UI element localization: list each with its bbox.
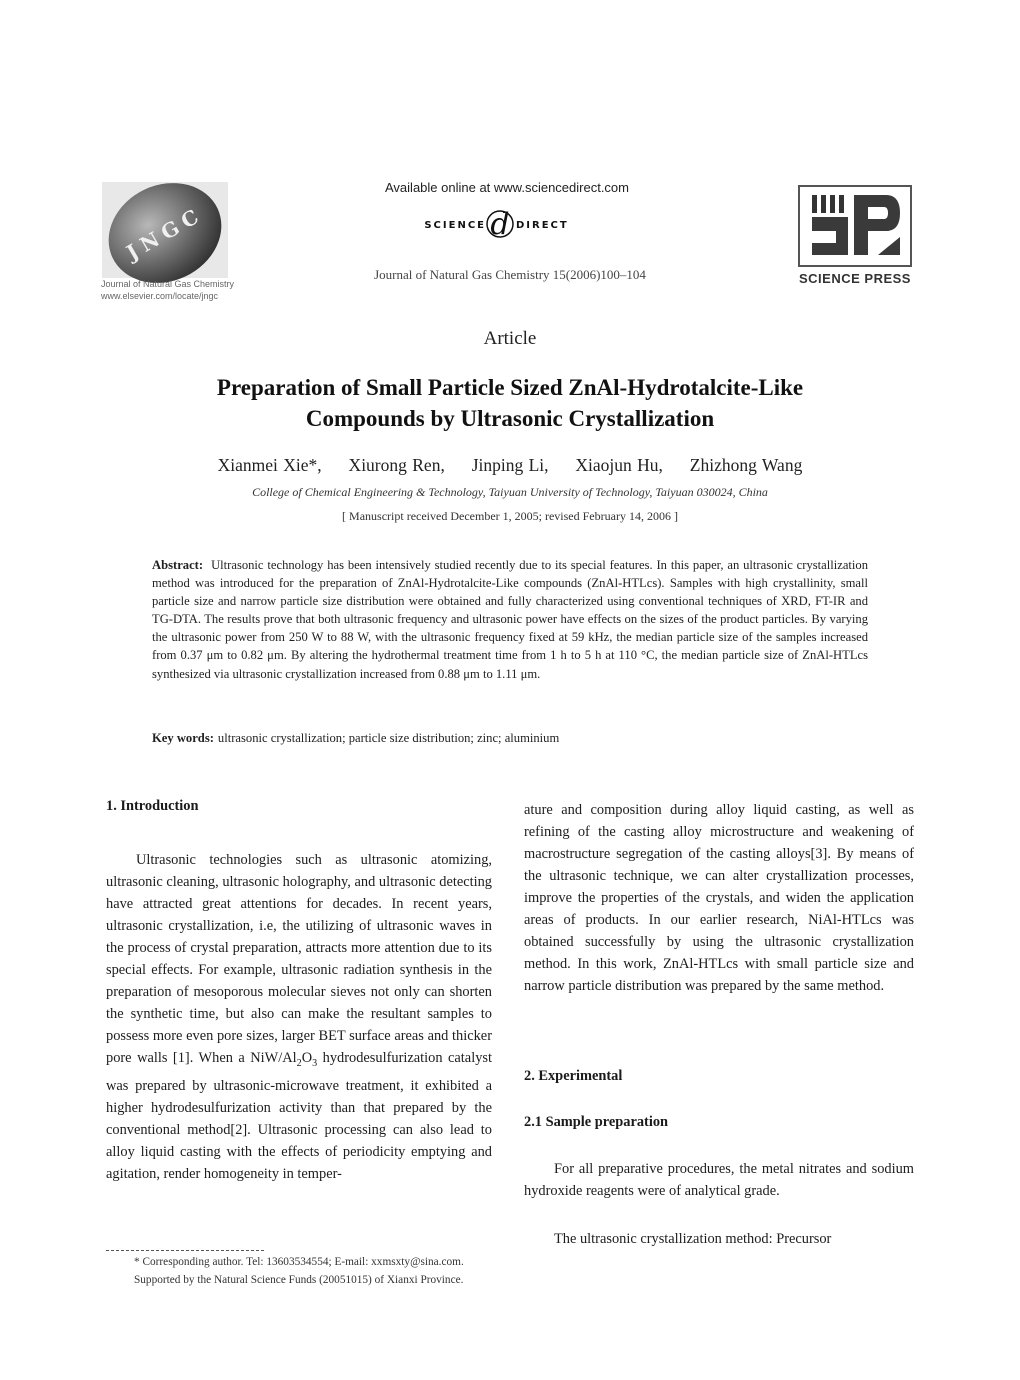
keywords — [152, 731, 868, 746]
keywords-label: Key words: — [152, 731, 214, 745]
intro-text-part-a: Ultrasonic technologies such as ultrasonic atomizing, ultrasonic cleaning, ultrasonic holography, and ultrasonic detecting have attracted great attentions for decades. In recent years, ultrasonic crystallization, i.e, the utilizing of ultrasonic waves in the process of crystal preparation, attracts more attention due to its special effects. For example, ultrasonic radiation synthesis in the preparation of mesoporous molecular sieves not only can shorten the synthetic time, but also can make the resultant samples to possess more even pore sizes, larger BET surface areas and thicker pore walls [1]. When a NiW/Al — [106, 852, 492, 1066]
sciencedirect-logo — [408, 204, 608, 244]
jngc-caption: Journal of Natural Gas Chemistry — [101, 279, 235, 289]
abstract-label: Abstract: — [152, 558, 204, 572]
sciencedirect-mark: d — [490, 207, 510, 242]
abstract — [152, 556, 868, 683]
intro-chem-o: O — [301, 1050, 313, 1066]
sample-preparation-paragraph: For all preparative procedures, the metal nitrates and sodium hydroxide reagents were of analytical grade. — [524, 1161, 914, 1199]
introduction-body — [106, 849, 492, 1185]
affiliation: College of Chemical Engineering & Technology, Taiyuan University of Technology, Taiyuan 030024, China — [252, 485, 768, 499]
jngc-logo-text: JNGC — [122, 201, 208, 265]
section-heading-introduction: 1. Introduction — [106, 798, 199, 814]
subscript-3: 3 — [312, 1057, 318, 1069]
manuscript-dates: [ Manuscript received December 1, 2005; revised February 14, 2006 ] — [342, 509, 678, 523]
journal-citation: Journal of Natural Gas Chemistry 15(2006)100–104 — [374, 267, 646, 282]
introduction-continuation: ature and composition during alloy liquid casting, as well as refining of the casting alloy microstructure and weakening of macrostructure segregation of the casting alloys[3]. By means of the ultrasonic technique, we can alter crystallization processes, improve the properties of the crystals, and widen the application areas of products. In our earlier research, NiAl-HTLcs was obtained successfully by using the ultrasonic crystallization method. In this work, ZnAl-HTLcs with small particle size and narrow particle distribution was prepared by the same method. — [524, 802, 914, 994]
section-heading-experimental: 2. Experimental — [524, 1068, 623, 1084]
jngc-website: www.elsevier.com/locate/jngc — [101, 291, 219, 301]
author-list: Xianmei Xie*, Xiurong Ren, Jinping Li, Xiaojun Hu, Zhizhong Wang — [217, 455, 803, 475]
abstract-text: Ultrasonic technology has been intensively studied recently due to its special features. In this paper, an ultrasonic crystallization method was introduced for the preparation of ZnAl-Hydrotalcite-Like compounds (ZnAl-HTLcs). Samples with high crystallinity, small particle size and narrow particle size distribution were obtained and fully characterized using conventional techniques of XRD, FT-IR and TG-DTA. The results prove that both ultrasonic frequency and ultrasonic power have effects on the sizes of the product particles. By varying the ultrasonic power from 250 W to 88 W, with the ultrasonic frequency fixed at 59 kHz, the median particle size of the samples increased from 0.37 μm to 0.82 μm. By altering the hydrothermal treatment time from 1 h to 5 h at 110 °C, the median particle size of ZnAl-HTLcs synthesized via ultrasonic crystallization increased from 0.88 μm to 1.11 μm. — [152, 558, 868, 681]
subsection-heading-sample-preparation: 2.1 Sample preparation — [524, 1114, 669, 1130]
keywords-text: ultrasonic crystallization; particle size distribution; zinc; aluminium — [217, 731, 560, 745]
science-press-label: SCIENCE PRESS — [799, 271, 911, 286]
sciencedirect-left-word: SCIENCE — [424, 220, 486, 231]
subscript-2: 2 — [296, 1057, 302, 1069]
footnote-rule — [106, 1250, 264, 1251]
title-line-1: Preparation of Small Particle Sized ZnAl-Hydrotalcite-Like — [216, 375, 804, 400]
paper-title — [100, 372, 920, 434]
footnote-funding: Supported by the Natural Science Funds (20051015) of Xianxi Province. — [134, 1274, 464, 1286]
title-line-2: Compounds by Ultrasonic Crystallization — [305, 406, 715, 431]
intro-text-part-b: hydrodesulfurization catalyst was prepared by ultrasonic-microwave treatment, it exhibited a higher hydrodesulfurization activity than that prepared by the conventional method[2]. Ultrasonic processing can also lead to alloy liquid casting with the effects of periodicity emptying and agitation, render homogeneity in temper- — [106, 1050, 492, 1182]
available-online-text: Available online at www.sciencedirect.com — [385, 180, 629, 195]
article-type-label: Article — [483, 328, 537, 349]
sciencedirect-right-word: DIRECT — [516, 220, 569, 231]
footnote-corresponding-author: * Corresponding author. Tel: 13603534554; E-mail: xxmsxty@sina.com. — [134, 1256, 464, 1268]
method-paragraph: The ultrasonic crystallization method: Precursor — [554, 1231, 832, 1247]
